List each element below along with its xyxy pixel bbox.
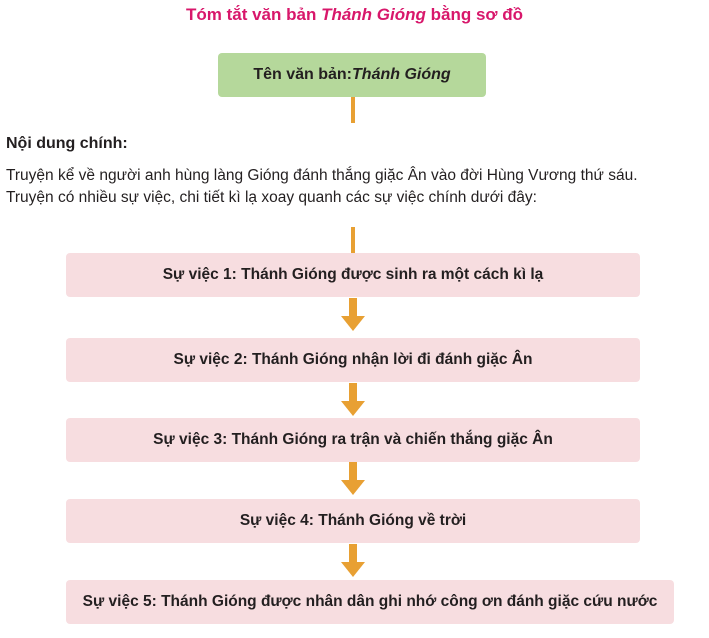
- work-name-label: Tên văn bản:: [253, 66, 353, 83]
- title-prefix: Tóm tắt văn bản: [186, 5, 322, 24]
- event-box-2: Sự việc 2: Thánh Gióng nhận lời đi đánh giặc Ân: [66, 338, 640, 382]
- title-work-name: Thánh Gióng: [321, 5, 426, 24]
- arrow-down-icon: [339, 462, 367, 496]
- arrow-down-icon: [339, 298, 367, 332]
- work-name-value: Thánh Gióng: [352, 66, 451, 83]
- main-content-heading: Nội dung chính:: [6, 135, 128, 152]
- work-name-box: [218, 53, 486, 97]
- diagram-title: [0, 5, 709, 25]
- arrow-down-icon: [339, 383, 367, 417]
- main-content-text: [6, 165, 706, 209]
- connector-line-top: [351, 97, 355, 123]
- title-suffix: bằng sơ đồ: [425, 5, 523, 24]
- event-box-5: Sự việc 5: Thánh Gióng được nhân dân ghi nhớ công ơn đánh giặc cứu nước: [66, 580, 674, 624]
- event-box-3: Sự việc 3: Thánh Gióng ra trận và chiến thắng giặc Ân: [66, 418, 640, 462]
- connector-line-middle: [351, 227, 355, 253]
- event-box-4: Sự việc 4: Thánh Gióng về trời: [66, 499, 640, 543]
- main-content-line-2: Truyện có nhiều sự việc, chi tiết kì lạ xoay quanh các sự việc chính dưới đây:: [6, 189, 537, 206]
- main-content-line-1: Truyện kể về người anh hùng làng Gióng đánh thắng giặc Ân vào đời Hùng Vương thứ sáu.: [6, 167, 638, 184]
- event-box-1: Sự việc 1: Thánh Gióng được sinh ra một cách kì lạ: [66, 253, 640, 297]
- arrow-down-icon: [339, 544, 367, 578]
